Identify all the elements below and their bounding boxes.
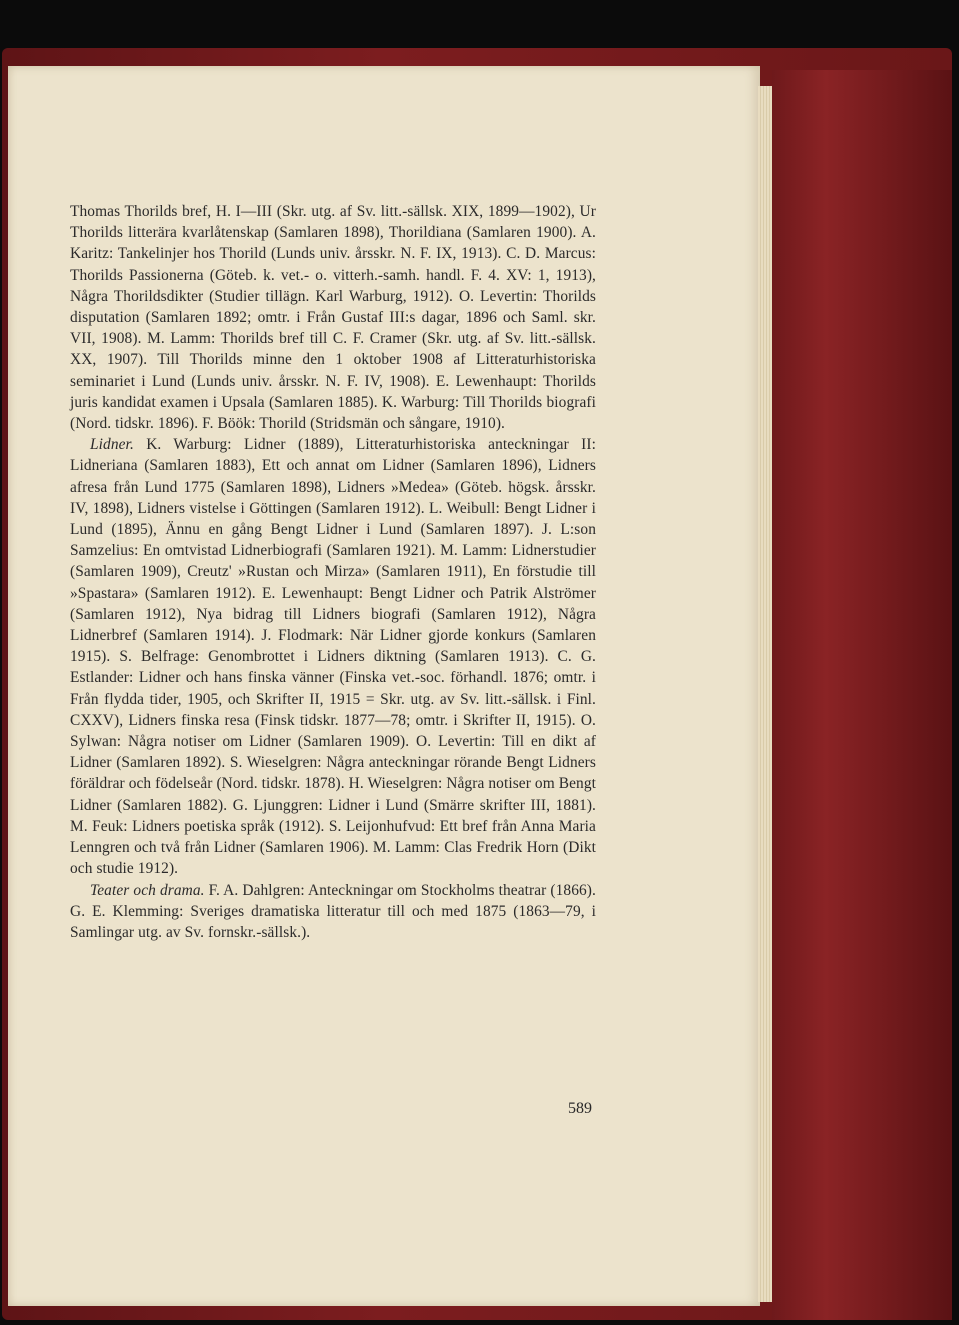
bibliography-text xyxy=(70,201,596,943)
cover-edge xyxy=(772,70,952,1320)
paragraph-teater xyxy=(70,880,596,944)
paragraph-lidner xyxy=(70,434,596,879)
page-number: 589 xyxy=(568,1100,592,1117)
paragraph-text: F. A. Dahlgren: Anteckningar om Stockholms theatrar (1866). G. E. Klemming: Sveriges dramatiska litteratur till och med 1875 (1863—79, i Samlingar utg. av Sv. fornskr.-sällsk.). xyxy=(70,881,596,941)
section-heading: Lidner. xyxy=(90,436,134,454)
section-heading: Teater och drama. xyxy=(90,881,205,899)
page-edges xyxy=(758,86,772,1302)
paragraph-text: K. Warburg: Lidner (1889), Litteraturhistoriska anteckningar II: Lidneriana (Samlaren 1883), Ett och annat om Lidner (Samlaren 1896), Lidners afresa från Lund 1775 (Samlaren 1898), Lidners »Medea» (Göteb. högsk. årsskr. IV, 1898), Lidners vistelse i Göttingen (Samlaren 1912). L. Weibull: Bengt Lidner i Lund (1895), Ännu en gång Bengt Lidner i Lund (Samlaren 1897). J. L:son Samzelius: En omtvistad Lidnerbiografi (Samlaren 1921). M. Lamm: Lidnerstudier (Samlaren 1909), Creutz' »Rustan och Mirza» (Samlaren 1911), En förstudie till »Spastara» (Samlaren 1912). E. Lewenhaupt: Bengt Lidner och Patrik Alströmer (Samlaren 1912), Nya bidrag till Lidners biografi (Samlaren 1912), Några Lidnerbref (Samlaren 1914). J. Flodmark: När Lidner gjorde konkurs (Samlaren 1915). S. Belfrage: Genombrottet i Lidners diktning (Samlaren 1913). C. G. Estlander: Lidner och hans finska vänner (Finska vet.-soc. förhandl. 1876; omtr. i Från flydda tider, 1905, och Skrifter II, 1915 = Skr. utg. av Sv. litt.-sällsk. i Finl. CXXV), Lidners finska resa (Finsk tidskr. 1877—78; omtr. i Skrifter II, 1915). O. Sylwan: Några notiser om Lidner (Samlaren 1909). O. Levertin: Till en dikt af Lidner (Samlaren 1892). S. Wieselgren: Några anteckningar rörande Bengt Lidners föräldrar och födelseår (Nord. tidskr. 1878). H. Wieselgren: Några notiser om Bengt Lidner (Samlaren 1882). G. Ljunggren: Lidner i Lund (Smärre skrifter III, 1881). M. Feuk: Lidners poetiska språk (1912). S. Leijonhufvud: Ett bref från Anna Maria Lenngren och två från Lidner (Samlaren 1906). M. Lamm: Clas Fredrik Horn (Dikt och studie 1912). xyxy=(70,436,596,878)
paragraph-text: Thomas Thorilds bref, H. I—III (Skr. utg. af Sv. litt.-sällsk. XIX, 1899—1902), Ur Thorilds litterära kvarlåtenskap (Samlaren 1898), Thorildiana (Samlaren 1900). A. Karitz: Tankelinjer hos Thorild (Lunds univ. årsskr. N. F. IX, 1913). C. D. Marcus: Thorilds Passionerna (Göteb. k. vet.- o. vitterh.-samh. handl. F. 4. XV: 1, 1913), Några Thorildsdikter (Studier tillägn. Karl Warburg, 1912). O. Levertin: Thorilds disputation (Samlaren 1892; omtr. i Från Gustaf III:s dagar, 1896 och Saml. skr. VII, 1908). M. Lamm: Thorilds bref till C. F. Cramer (Skr. utg. af Sv. litt.-sällsk. XX, 1907). Till Thorilds minne den 1 oktober 1908 af Litteraturhistoriska seminariet i Lund (Lunds univ. årsskr. N. F. IV, 1908). E. Lewenhaupt: Thorilds juris kandidat examen i Upsala (Samlaren 1885). K. Warburg: Till Thorilds biografi (Nord. tidskr. 1896). F. Böök: Thorild (Stridsmän och sångare, 1910). xyxy=(70,203,596,433)
paragraph-thorild xyxy=(70,201,596,434)
